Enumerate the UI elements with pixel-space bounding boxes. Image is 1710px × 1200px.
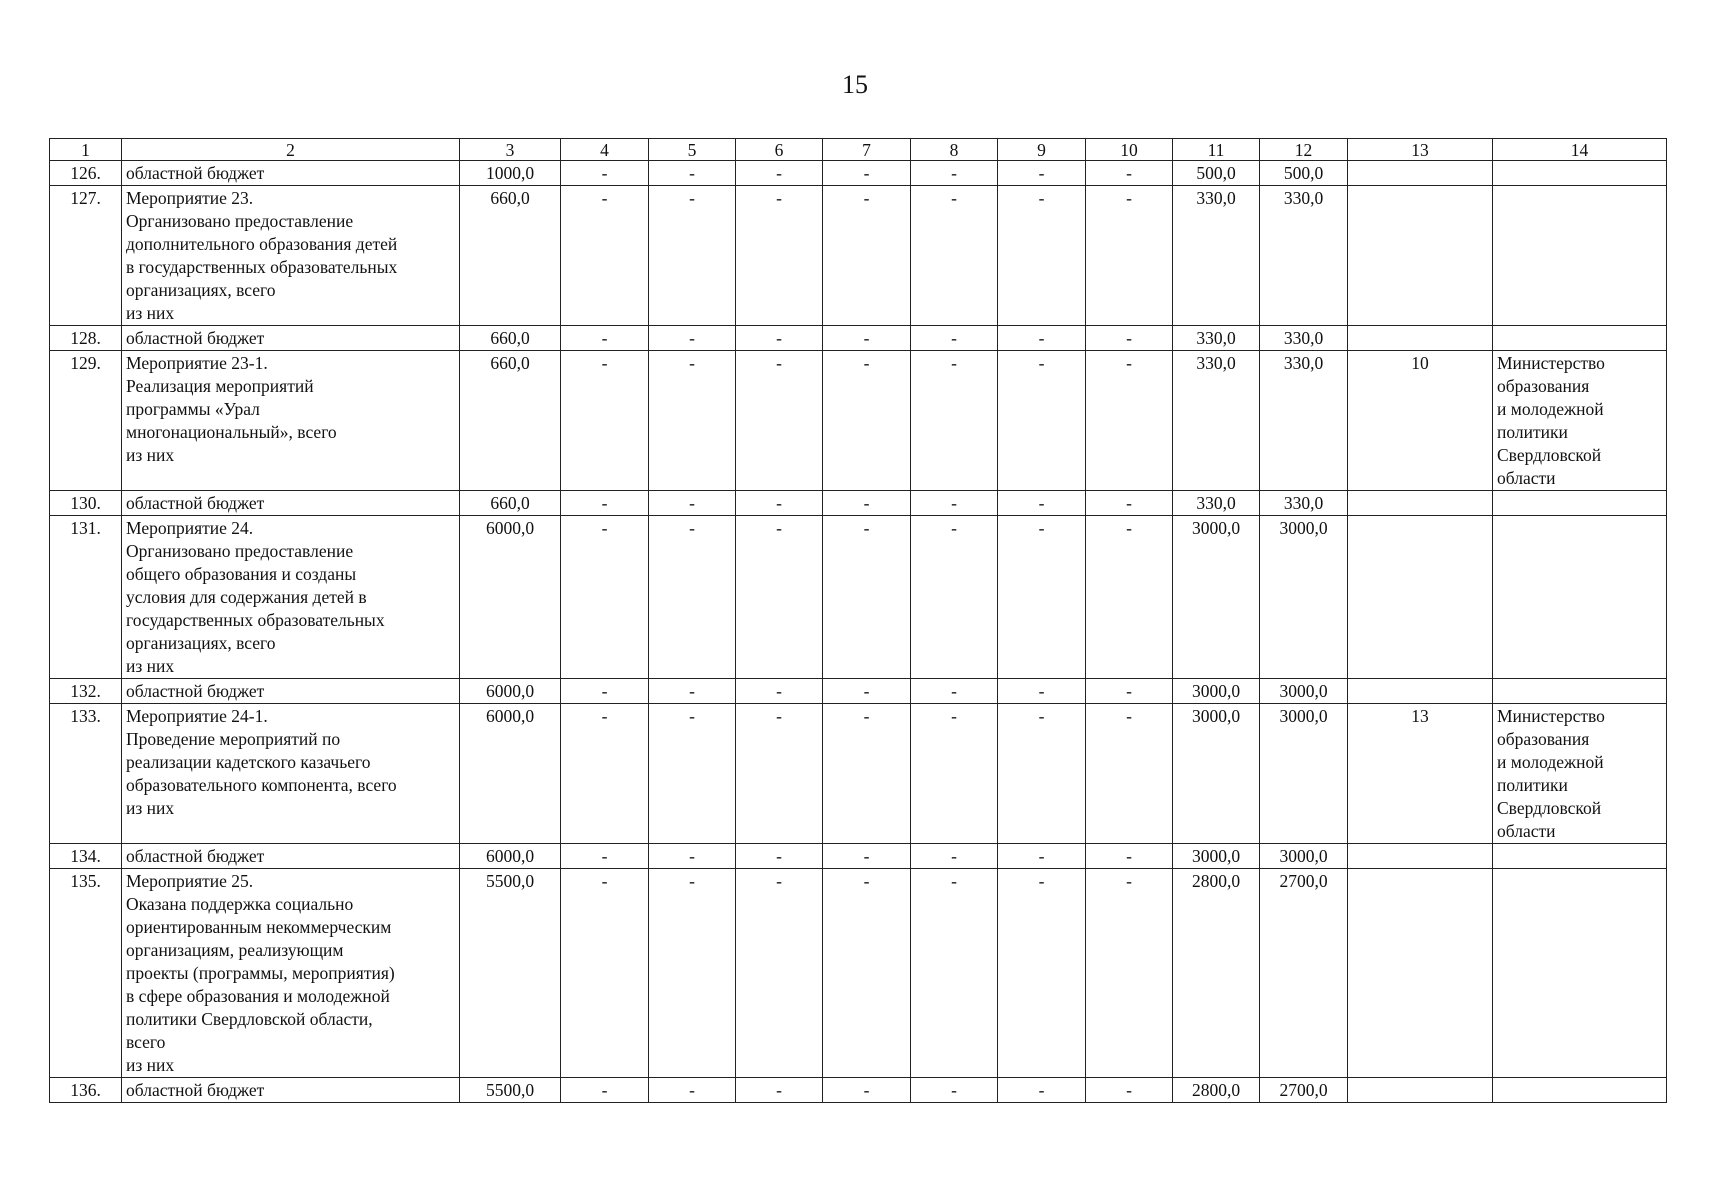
item-description: областной бюджет xyxy=(122,844,460,869)
executor: Министерство образования и молодежной политики Свердловской области xyxy=(1493,351,1667,491)
year-value: - xyxy=(1086,704,1173,844)
year-value: - xyxy=(1086,326,1173,351)
year-value: - xyxy=(1086,161,1173,186)
year-value: - xyxy=(998,351,1086,491)
year-value: - xyxy=(911,844,998,869)
year-value: - xyxy=(561,351,649,491)
year-value: - xyxy=(561,516,649,679)
budget-table xyxy=(49,138,1667,1103)
year-value: - xyxy=(998,1078,1086,1103)
year-value: - xyxy=(561,869,649,1078)
column-header: 14 xyxy=(1493,139,1667,161)
column-header: 5 xyxy=(649,139,736,161)
column-header: 8 xyxy=(911,139,998,161)
target-index xyxy=(1348,679,1493,704)
year-value: - xyxy=(911,491,998,516)
year-value: - xyxy=(1086,186,1173,326)
row-number: 134. xyxy=(50,844,122,869)
year-value: - xyxy=(911,1078,998,1103)
year-value: 2800,0 xyxy=(1173,1078,1260,1103)
year-value: - xyxy=(649,351,736,491)
total-amount: 660,0 xyxy=(460,351,561,491)
year-value: - xyxy=(998,186,1086,326)
year-value: - xyxy=(823,161,911,186)
year-value: - xyxy=(736,679,823,704)
year-value: - xyxy=(649,1078,736,1103)
year-value: 3000,0 xyxy=(1173,516,1260,679)
executor xyxy=(1493,326,1667,351)
year-value: - xyxy=(649,844,736,869)
row-number: 133. xyxy=(50,704,122,844)
year-value: - xyxy=(736,1078,823,1103)
year-value: - xyxy=(1086,1078,1173,1103)
table-row xyxy=(50,679,1667,704)
year-value: - xyxy=(911,161,998,186)
year-value: - xyxy=(649,869,736,1078)
year-value: - xyxy=(561,491,649,516)
year-value: - xyxy=(736,516,823,679)
year-value: - xyxy=(649,491,736,516)
year-value: - xyxy=(998,704,1086,844)
executor xyxy=(1493,186,1667,326)
year-value: - xyxy=(911,326,998,351)
year-value: - xyxy=(911,704,998,844)
year-value: - xyxy=(823,326,911,351)
year-value: - xyxy=(823,1078,911,1103)
target-index xyxy=(1348,1078,1493,1103)
year-value: - xyxy=(823,351,911,491)
column-header: 6 xyxy=(736,139,823,161)
year-value: 3000,0 xyxy=(1173,704,1260,844)
column-header: 10 xyxy=(1086,139,1173,161)
year-value: - xyxy=(911,351,998,491)
total-amount: 6000,0 xyxy=(460,704,561,844)
item-description: областной бюджет xyxy=(122,1078,460,1103)
year-value: - xyxy=(561,161,649,186)
row-number: 129. xyxy=(50,351,122,491)
year-value: - xyxy=(1086,679,1173,704)
year-value: - xyxy=(736,351,823,491)
year-value: 3000,0 xyxy=(1260,679,1348,704)
executor xyxy=(1493,869,1667,1078)
year-value: 330,0 xyxy=(1173,326,1260,351)
year-value: - xyxy=(1086,491,1173,516)
year-value: - xyxy=(823,869,911,1078)
year-value: - xyxy=(1086,869,1173,1078)
year-value: - xyxy=(1086,844,1173,869)
year-value: - xyxy=(911,679,998,704)
year-value: - xyxy=(823,844,911,869)
table-row xyxy=(50,869,1667,1078)
column-header: 4 xyxy=(561,139,649,161)
table-row xyxy=(50,161,1667,186)
year-value: - xyxy=(823,704,911,844)
target-index xyxy=(1348,516,1493,679)
year-value: - xyxy=(561,186,649,326)
year-value: - xyxy=(998,516,1086,679)
target-index: 13 xyxy=(1348,704,1493,844)
year-value: 330,0 xyxy=(1260,351,1348,491)
item-description: областной бюджет xyxy=(122,679,460,704)
total-amount: 6000,0 xyxy=(460,516,561,679)
target-index xyxy=(1348,186,1493,326)
year-value: 3000,0 xyxy=(1260,704,1348,844)
year-value: 2700,0 xyxy=(1260,869,1348,1078)
year-value: - xyxy=(823,679,911,704)
row-number: 135. xyxy=(50,869,122,1078)
total-amount: 660,0 xyxy=(460,186,561,326)
column-header: 3 xyxy=(460,139,561,161)
table-row xyxy=(50,844,1667,869)
year-value: - xyxy=(649,161,736,186)
item-description: Мероприятие 25. Оказана поддержка социально ориентированным некоммерческим организациям, реализующим проекты (программы, мероприятия) в сфере образования и молодежной политики Свердловской области, всего из них xyxy=(122,869,460,1078)
year-value: - xyxy=(823,491,911,516)
year-value: 330,0 xyxy=(1173,351,1260,491)
target-index: 10 xyxy=(1348,351,1493,491)
year-value: - xyxy=(561,704,649,844)
row-number: 132. xyxy=(50,679,122,704)
table-row xyxy=(50,704,1667,844)
page-number: 15 xyxy=(842,70,868,99)
year-value: - xyxy=(998,491,1086,516)
total-amount: 6000,0 xyxy=(460,679,561,704)
year-value: - xyxy=(736,844,823,869)
executor xyxy=(1493,516,1667,679)
year-value: - xyxy=(561,844,649,869)
year-value: - xyxy=(736,869,823,1078)
year-value: 500,0 xyxy=(1173,161,1260,186)
year-value: 2700,0 xyxy=(1260,1078,1348,1103)
row-number: 126. xyxy=(50,161,122,186)
total-amount: 6000,0 xyxy=(460,844,561,869)
year-value: - xyxy=(998,679,1086,704)
year-value: - xyxy=(561,326,649,351)
year-value: - xyxy=(998,844,1086,869)
year-value: - xyxy=(1086,516,1173,679)
table-row xyxy=(50,326,1667,351)
table-row xyxy=(50,1078,1667,1103)
column-header: 1 xyxy=(50,139,122,161)
year-value: - xyxy=(911,516,998,679)
row-number: 131. xyxy=(50,516,122,679)
year-value: - xyxy=(911,869,998,1078)
year-value: - xyxy=(736,326,823,351)
item-description: областной бюджет xyxy=(122,326,460,351)
executor xyxy=(1493,844,1667,869)
column-header: 9 xyxy=(998,139,1086,161)
column-header: 13 xyxy=(1348,139,1493,161)
year-value: 2800,0 xyxy=(1173,869,1260,1078)
total-amount: 660,0 xyxy=(460,326,561,351)
item-description: Мероприятие 23-1. Реализация мероприятий программы «Урал многонациональный», всего из них xyxy=(122,351,460,491)
column-header: 2 xyxy=(122,139,460,161)
year-value: - xyxy=(998,869,1086,1078)
column-header: 12 xyxy=(1260,139,1348,161)
year-value: 3000,0 xyxy=(1260,844,1348,869)
row-number: 136. xyxy=(50,1078,122,1103)
year-value: 3000,0 xyxy=(1260,516,1348,679)
target-index xyxy=(1348,869,1493,1078)
year-value: 500,0 xyxy=(1260,161,1348,186)
total-amount: 5500,0 xyxy=(460,1078,561,1103)
item-description: областной бюджет xyxy=(122,161,460,186)
item-description: областной бюджет xyxy=(122,491,460,516)
year-value: 330,0 xyxy=(1173,186,1260,326)
target-index xyxy=(1348,161,1493,186)
year-value: - xyxy=(561,1078,649,1103)
year-value: 330,0 xyxy=(1260,491,1348,516)
year-value: - xyxy=(649,704,736,844)
year-value: - xyxy=(736,491,823,516)
year-value: 330,0 xyxy=(1260,326,1348,351)
year-value: - xyxy=(649,679,736,704)
year-value: - xyxy=(736,186,823,326)
year-value: - xyxy=(823,516,911,679)
executor xyxy=(1493,161,1667,186)
table-row xyxy=(50,491,1667,516)
year-value: - xyxy=(561,679,649,704)
year-value: 3000,0 xyxy=(1173,679,1260,704)
executor xyxy=(1493,491,1667,516)
year-value: - xyxy=(736,704,823,844)
year-value: - xyxy=(649,186,736,326)
year-value: 3000,0 xyxy=(1173,844,1260,869)
year-value: - xyxy=(998,161,1086,186)
total-amount: 1000,0 xyxy=(460,161,561,186)
executor xyxy=(1493,679,1667,704)
header-row xyxy=(50,139,1667,161)
year-value: 330,0 xyxy=(1173,491,1260,516)
item-description: Мероприятие 23. Организовано предоставление дополнительного образования детей в государственных образовательных организациях, всего из них xyxy=(122,186,460,326)
row-number: 127. xyxy=(50,186,122,326)
year-value: - xyxy=(998,326,1086,351)
target-index xyxy=(1348,491,1493,516)
year-value: - xyxy=(649,516,736,679)
table-row xyxy=(50,186,1667,326)
executor: Министерство образования и молодежной политики Свердловской области xyxy=(1493,704,1667,844)
year-value: - xyxy=(1086,351,1173,491)
year-value: - xyxy=(911,186,998,326)
year-value: - xyxy=(823,186,911,326)
target-index xyxy=(1348,844,1493,869)
table-row xyxy=(50,516,1667,679)
column-header: 7 xyxy=(823,139,911,161)
row-number: 128. xyxy=(50,326,122,351)
table-row xyxy=(50,351,1667,491)
year-value: - xyxy=(649,326,736,351)
executor xyxy=(1493,1078,1667,1103)
item-description: Мероприятие 24. Организовано предоставление общего образования и созданы условия для содержания детей в государственных образовательных организациях, всего из них xyxy=(122,516,460,679)
target-index xyxy=(1348,326,1493,351)
row-number: 130. xyxy=(50,491,122,516)
column-header: 11 xyxy=(1173,139,1260,161)
year-value: 330,0 xyxy=(1260,186,1348,326)
item-description: Мероприятие 24-1. Проведение мероприятий по реализации кадетского казачьего образовательного компонента, всего из них xyxy=(122,704,460,844)
total-amount: 660,0 xyxy=(460,491,561,516)
total-amount: 5500,0 xyxy=(460,869,561,1078)
year-value: - xyxy=(736,161,823,186)
